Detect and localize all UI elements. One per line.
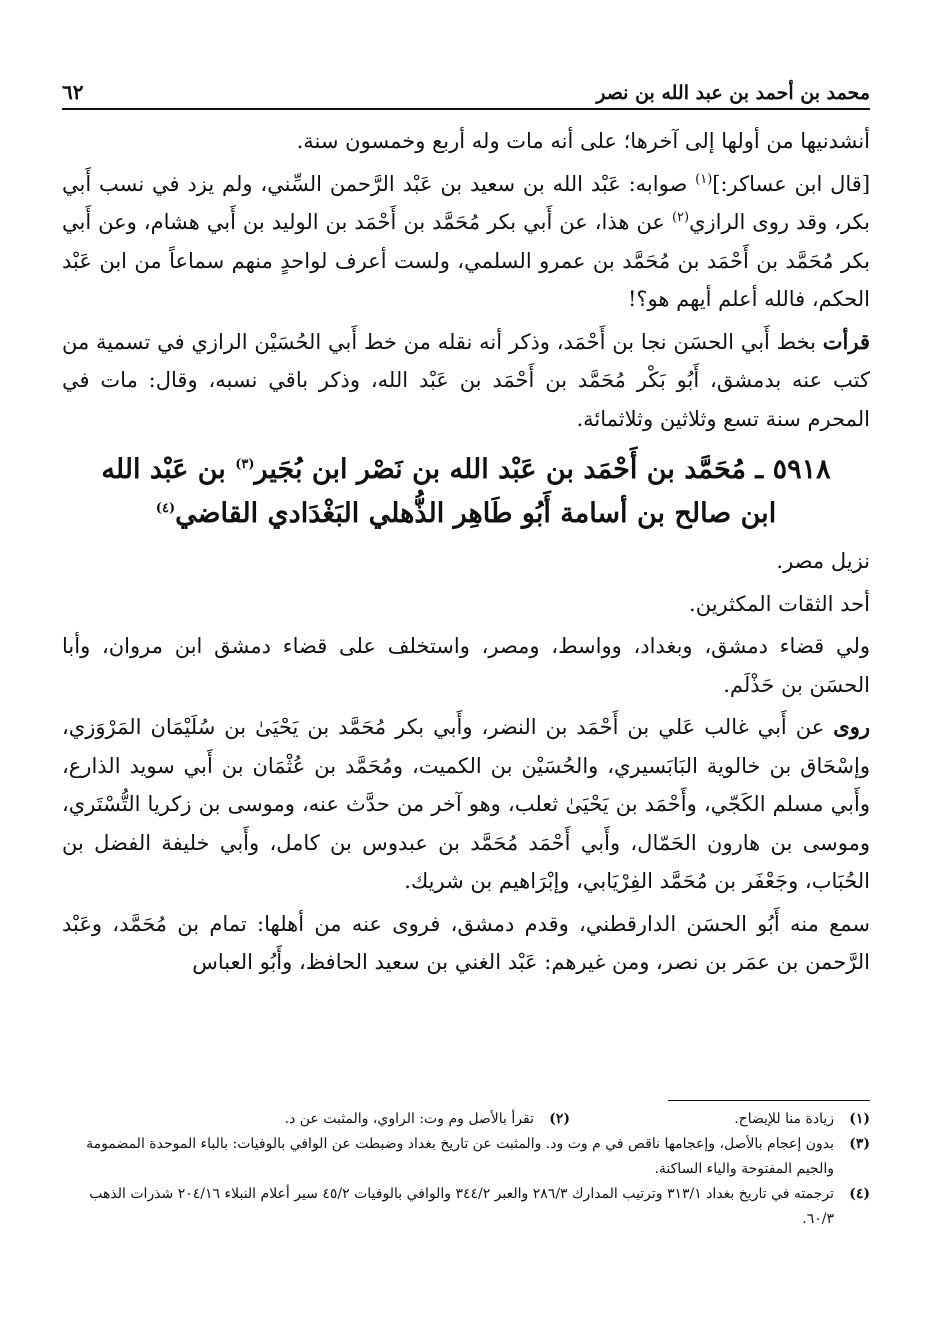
footnote-1 [570,1107,870,1132]
entry-title-line-2 [62,492,870,536]
footnote-4 [62,1182,870,1232]
footnote-1-number: (١) [849,1111,870,1127]
paragraph-3-lead-word: قرأت [822,328,870,354]
main-text [62,122,870,982]
footnotes [62,1100,870,1232]
paragraph-4: نزيل مصر. [776,549,870,573]
footnote-1-text: زيادة منا للإيضاح. [734,1111,834,1127]
paragraph-5: أحد الثقات المكثرين. [689,591,870,616]
footnote-mark-3: (٣) [235,457,255,472]
paragraph-7-lead-word: روى [833,714,870,739]
entry-title-line-1 [62,448,870,492]
book-page [62,70,870,1310]
entry-title-part-2: بن عَبْد الله [101,454,236,485]
running-title: محمد بن أحمد بن عبد الله بن نصر [596,82,870,104]
paragraph-1: أنشدنيها من أولها إلى آخرها؛ على أنه مات وله أربع وخمسون سنة. [296,129,870,153]
footnote-4-text: ترجمته في تاريخ بغداد ٣١٣/١ وترتيب المدارك ٢٨٦/٣ والعبر ٣٤٤/٢ والوافي بالوفيات ٤٥/٢ سير أعلام النبلاء ٢٠٤/١٦ شذرات الذهب ٦٠/٣. [89,1186,834,1227]
paragraph-2-text-a: صوابه: عَبْد الله بن سعيد بن عَبْد الرَّحمن السِّني، ولم يزد في نسب أَبي بكر، وقد روى الرازي [62,171,870,234]
footnote-row-1-2 [62,1107,870,1132]
paragraph-6: ولي قضاء دمشق، وبغداد، وواسط، ومصر، واستخلف على قضاء دمشق ابن مروان، وأبا الحسَن بن حَذْلَم. [62,634,870,697]
paragraph-7-text: عن أَبي غالب عَلي بن أَحْمَد بن النضر، وأَبي بكر مُحَمَّد بن يَحْيَىٰ بن سُلَيْمَان المَرْوَزي، وإسْحَاق بن خالوية البَابَسيري، والحُسَيْن بن الكميت، ومُحَمَّد بن عُثْمَان بن أَبي سويد الذارع، وأَبي مسلم الكَجّي، وأَحْمَد بن يَحْيَىٰ ثعلب، وهو آخر من حدَّث عنه، وموسى بن زكريا التُّسْتَري، وموسى بن هارون الحَمّال، وأَبي أَحْمَد مُحَمَّد بن عبدوس بن كامل، وأَبي خليفة الفضل بن الحُبَاب، وجَعْفَر بن مُحَمَّد الفِرْيَابي، وإبْرَاهيم بن شريك. [62,715,870,893]
footnote-mark-4: (٤) [155,501,176,516]
paragraph-3-text: بخط أَبي الحسَن نجا بن أَحْمَد، وذكر أنه نقله من خط أَبي الحُسَيْن الرازي في تسمية من كتب عنه بدمشق، أَبُو بَكْر مُحَمَّد بن أَحْمَد بن عَبْد الله، وذكر باقي نسبه، وقال: مات في المحرم سنة تسع وثلاثين وثلاثمائة. [62,329,870,431]
footnote-mark-1: (١) [695,171,713,187]
footnote-mark-2: (٢) [671,210,690,225]
paragraph-8: سمع منه أَبُو الحسَن الدارقطني، وقدم دمشق، فروى عنه من أهلها: تمام بن مُحَمَّد، وعَبْد الرَّحمن بن عمَر بن نصر، ومن غيرهم: عَبْد الغني بن سعيد الحافظ، وأَبُو العباس [62,911,870,974]
page-header [62,70,870,110]
footnote-3-text: بدون إعجام بالأصل، وإعجامها ناقص في م وت ود. والمثبت عن تاريخ بغداد وضبطت عن الوافي بالوفيات: بالباء الموحدة المضمومة والجيم المفتوحة والياء الساكنة. [86,1136,834,1177]
footnote-2-number: (٢) [549,1111,570,1127]
footnote-separator [668,1100,870,1101]
paragraph-2-text-b: عن هذا، عن أَبي بكر مُحَمَّد بن أَحْمَد بن الوليد بن أَبي هشام، وعن أَبي بكر مُحَمَّد بن أَحْمَد بن مُحَمَّد بن عمرو السلمي، ولست أعرف لواحدٍ منهم سماعاً من ابن عَبْد الحكم، فالله أعلم أيهم هو؟! [62,210,870,311]
entry-title-part-3: ابن صالح بن أسامة أَبُو طَاهِر الذُّهلي البَغْدَادي القاضي [175,498,777,529]
paragraph-3 [62,323,870,439]
footnote-2 [270,1107,570,1132]
footnote-2-text: تقرأ بالأصل وم وت: الراوي، والمثبت عن د. [284,1111,534,1127]
entry-title [62,448,870,536]
footnote-3 [62,1132,870,1182]
entry-title-part-1: ٥٩١٨ ـ مُحَمَّد بن أَحْمَد بن عَبْد الله بن نَصْر ابن بُجَير [254,454,831,485]
footnote-4-number: (٤) [849,1186,870,1202]
paragraph-7 [62,708,870,901]
paragraph-2 [62,165,870,319]
footnote-3-number: (٣) [849,1136,870,1152]
page-number: ٦٢ [62,80,84,104]
editor-insertion: [قال ابن عساكر:] [712,171,871,196]
